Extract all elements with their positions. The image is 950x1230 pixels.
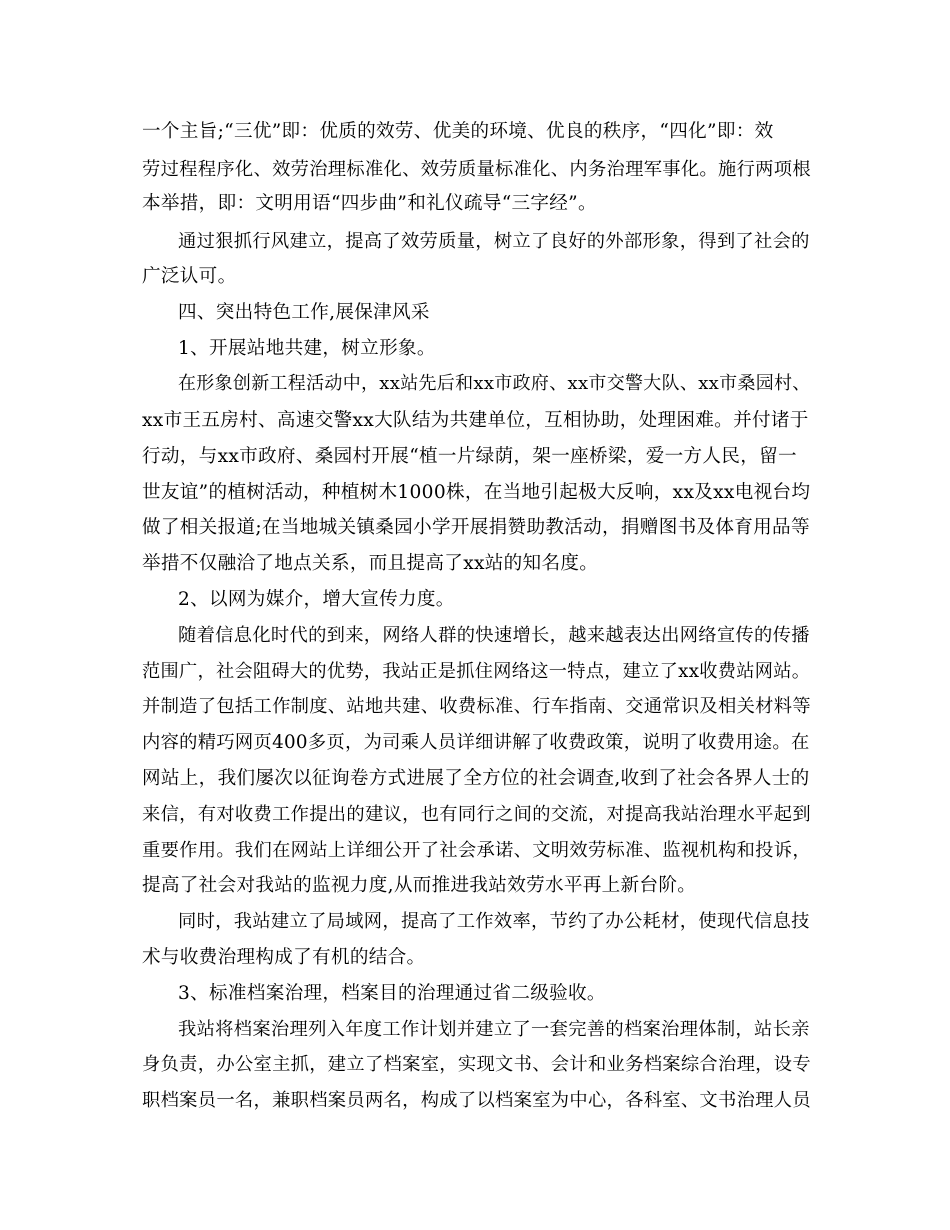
subsection-heading: 3、标准档案治理，档案目的治理通过省二级验收。 [178, 983, 606, 1004]
text-line: 术与收费治理构成了有机的结合。 [142, 947, 426, 968]
text-line: 来信，有对收费工作提出的建议，也有同行之间的交流，对提高我站治理水平起到 [142, 804, 811, 825]
text-line: 在形象创新工程活动中，xx站先后和xx市政府、xx市交警大队、xx市桑园村、 [178, 373, 811, 394]
section-heading: 四、突出特色工作,展保津风采 [178, 302, 430, 323]
text-line: 身负责，办公室主抓，建立了档案室，实现文书、会计和业务档案综合治理，设专 [142, 1054, 811, 1075]
text-line: 世友谊”的植树活动，种植树木1000株，在当地引起极大反响，xx及xx电视台均 [142, 482, 811, 503]
text-line: xx市王五房村、高速交警xx大队结为共建单位，互相协助，处理困难。并付诸于 [142, 410, 809, 431]
text-line: 通过狠抓行风建立，提高了效劳质量，树立了良好的外部形象，得到了社会的 [178, 231, 810, 252]
text-line: 举措不仅融洽了地点关系，而且提高了xx站的知名度。 [142, 553, 599, 574]
text-line: 行动，与xx市政府、桑园村开展“植一片绿荫，架一座桥梁，爱一方人民，留一 [142, 446, 797, 467]
text-line: 随着信息化时代的到来，网络人群的快速增长，越来越表达出网络宣传的传播 [178, 625, 810, 646]
text-line: 做了相关报道;在当地城关镇桑园小学开展捐赞助教活动，捐赠图书及体育用品等 [142, 517, 810, 538]
text-line: 提高了社会对我站的监视力度,从而推进我站效劳水平再上新台阶。 [142, 875, 697, 896]
text-line: 劳过程程序化、效劳治理标准化、效劳质量标准化、内务治理军事化。施行两项根 [142, 159, 811, 180]
text-line: 我站将档案治理列入年度工作计划并建立了一套完善的档案治理体制，站长亲 [178, 1019, 810, 1040]
text-line: 网站上，我们屡次以征询卷方式进展了全方位的社会调查,收到了社会各界人士的 [142, 768, 810, 789]
text-line: 同时，我站建立了局域网，提高了工作效率，节约了办公耗材，使现代信息技 [178, 911, 810, 932]
text-line: 范围广，社会阻碍大的优势，我站正是抓住网络这一特点，建立了xx收费站网站。 [142, 661, 811, 682]
text-line: 内容的精巧网页400多页，为司乘人员详细讲解了收费政策，说明了收费用途。在 [142, 732, 810, 753]
text-line: 一个主旨;“三优”即：优质的效劳、优美的环境、优良的秩序，“四化”即：效 [142, 121, 774, 142]
text-line: 本举措，即：文明用语“四步曲”和礼仪疏导“三字经”。 [142, 193, 597, 214]
subsection-heading: 2、以网为媒介，增大宣传力度。 [178, 589, 455, 610]
subsection-heading: 1、开展站地共建，树立形象。 [178, 338, 436, 359]
text-line: 职档案员一名，兼职档案员两名，构成了以档案室为中心，各科室、文书治理人员 [142, 1090, 811, 1111]
text-line: 重要作用。我们在网站上详细公开了社会承诺、文明效劳标准、监视机构和投诉， [142, 840, 811, 861]
text-line: 广泛认可。 [142, 266, 237, 287]
text-line: 并制造了包括工作制度、站地共建、收费标准、行车指南、交通常识及相关材料等 [142, 696, 811, 717]
